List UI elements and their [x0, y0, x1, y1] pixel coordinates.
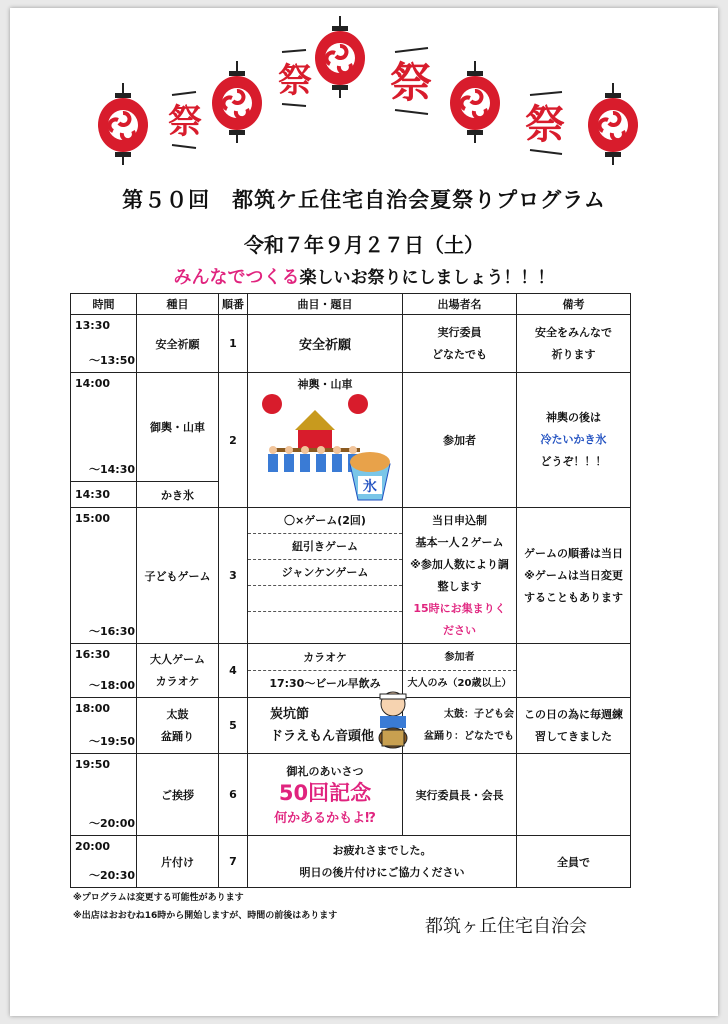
footer-note: ※出店はおおむね16時から開始しますが、時間の前後はあります [73, 911, 338, 921]
performer-cell: 実行委員 どなたでも [403, 315, 517, 373]
table-row [71, 754, 631, 836]
program-cell: カラオケ 17:30～ビール早飲み [248, 644, 403, 698]
event-cell: 片付け [137, 836, 219, 888]
time-cell: 18:00 ～19:50 [71, 698, 137, 754]
program-cell: 安全祈願 [248, 315, 403, 373]
time-cell: 16:30 ～18:00 [71, 644, 137, 698]
program-table [70, 293, 631, 888]
event-cell: 子どもゲーム [137, 508, 219, 644]
ice-sign-icon: 氷 [363, 479, 377, 495]
event-cell: かき氷 [137, 482, 219, 508]
lantern-icon [315, 16, 365, 98]
note-cell: 全員で [517, 836, 631, 888]
program-cell: 御礼のあいさつ 50回記念 何かあるかもよ⁉ [248, 754, 403, 836]
lantern-icon [98, 83, 148, 165]
slogan-text: 楽しいお祭りにしましょう！！！ [299, 268, 555, 288]
note-cell: 神輿の後は 冷たいかき氷 どうぞ！！！ [517, 373, 631, 508]
column-header: 時間 [71, 294, 137, 315]
matsuri-char: 祭 [168, 102, 202, 142]
performer-cell: 参加者 [403, 373, 517, 508]
lantern-icon [212, 61, 262, 143]
event-cell: 御輿・山車 [137, 373, 219, 482]
table-row [71, 508, 631, 644]
note-cell: 安全をみんなで 祈ります [517, 315, 631, 373]
program-cell: 神輿・山車 氷 [248, 373, 403, 508]
program-cell: お疲れさまでした。 明日の後片付けにご協力ください [248, 836, 517, 888]
event-cell: ご挨拶 [137, 754, 219, 836]
performer-cell: 当日申込制 基本一人２ゲーム ※参加人数により調 整します 15時にお集まりく ださい [403, 508, 517, 644]
time-cell: 14:30 [71, 482, 137, 508]
performer-cell: 実行委員長・会長 [403, 754, 517, 836]
event-cell: 太鼓 盆踊り [137, 698, 219, 754]
game-item [248, 586, 402, 612]
slogan [0, 263, 728, 289]
order-cell: 4 [219, 644, 248, 698]
footer-note: ※プログラムは変更する可能性があります [73, 893, 244, 903]
event-cell: 大人ゲーム カラオケ [137, 644, 219, 698]
page-title: 第５０回 都筑ケ丘住宅自治会夏祭りプログラム [122, 188, 606, 212]
column-header: 備考 [517, 294, 631, 315]
order-cell: 2 [219, 373, 248, 508]
event-cell: 安全祈願 [137, 315, 219, 373]
note-cell: ゲームの順番は当日 ※ゲームは当日変更 することもあります [517, 508, 631, 644]
matsuri-char: 祭 [278, 61, 312, 101]
column-header: 出場者名 [403, 294, 517, 315]
order-cell: 1 [219, 315, 248, 373]
table-header-row [71, 294, 631, 315]
performer-cell: 参加者 大人のみ（20歳以上） [403, 644, 517, 698]
note-cell [517, 754, 631, 836]
festival-decoration [0, 0, 728, 170]
table-row [71, 644, 631, 698]
program-cell: 炭坑節 ドラえもん音頭他 [248, 698, 403, 754]
lantern-icon [450, 61, 500, 143]
game-item: 紐引きゲーム [248, 534, 402, 560]
time-cell: 13:30 ～13:50 [71, 315, 137, 373]
game-item [248, 612, 402, 637]
game-item: ジャンケンゲーム [248, 560, 402, 586]
matsuri-char: 祭 [525, 102, 565, 148]
slogan-highlight: みんなでつくる [173, 267, 300, 288]
game-item: 〇×ゲーム(2回) [248, 508, 402, 534]
order-cell: 5 [219, 698, 248, 754]
event-date: 令和７年９月２７日（土） [244, 233, 484, 257]
mikoshi-illustration [250, 392, 400, 504]
column-header: 順番 [219, 294, 248, 315]
table-row [71, 836, 631, 888]
column-header: 種目 [137, 294, 219, 315]
note-cell [517, 644, 631, 698]
time-cell: 15:00 ～16:30 [71, 508, 137, 644]
performer-cell: 太鼓：子ども会 盆踊り：どなたでも [403, 698, 517, 754]
lantern-icon [588, 83, 638, 165]
table-row [71, 373, 631, 482]
time-cell: 20:00 ～20:30 [71, 836, 137, 888]
matsuri-char: 祭 [390, 58, 433, 107]
time-cell: 14:00 ～14:30 [71, 373, 137, 482]
time-cell: 19:50 ～20:00 [71, 754, 137, 836]
program-cell [248, 508, 403, 644]
order-cell: 3 [219, 508, 248, 644]
table-row [71, 315, 631, 373]
table-row [71, 698, 631, 754]
column-header: 曲目・題目 [248, 294, 403, 315]
organizer-name: 都筑ヶ丘住宅自治会 [425, 916, 587, 937]
drummer-illustration [372, 688, 414, 750]
order-cell: 6 [219, 754, 248, 836]
note-cell: この日の為に毎週練 習してきました [517, 698, 631, 754]
order-cell: 7 [219, 836, 248, 888]
